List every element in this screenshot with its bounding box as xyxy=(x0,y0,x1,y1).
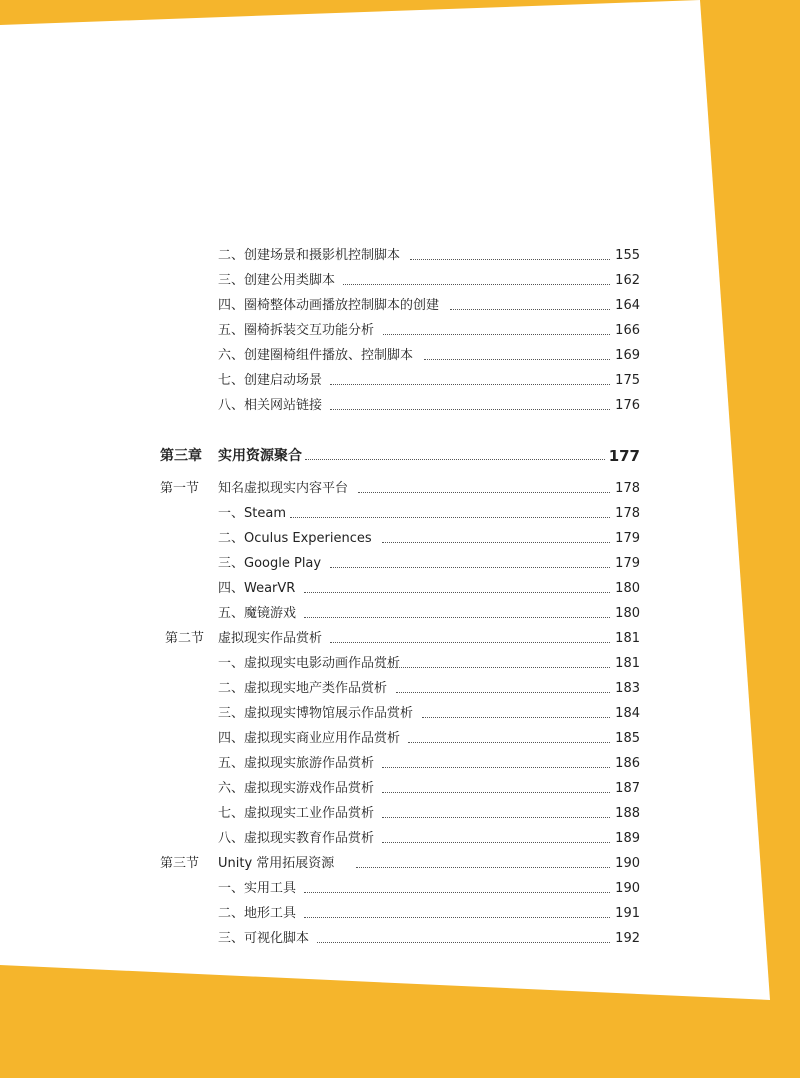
toc-entry-page: 189 xyxy=(615,831,640,846)
toc-entry xyxy=(0,345,800,367)
dot-leader xyxy=(330,567,610,568)
dot-leader xyxy=(450,309,610,310)
dot-leader xyxy=(383,334,610,335)
toc-entry xyxy=(0,553,800,575)
dot-leader xyxy=(382,842,610,843)
toc-entry-title: 五、圈椅拆装交互功能分析 xyxy=(218,323,375,338)
toc-entry-page: 183 xyxy=(615,681,640,696)
toc-entry-title: 二、创建场景和摄影机控制脚本 xyxy=(218,248,401,263)
section-title: 虚拟现实作品赏析 xyxy=(218,631,323,646)
toc-entry xyxy=(0,728,800,750)
toc-entry-page: 179 xyxy=(615,556,640,571)
toc-entry xyxy=(0,603,800,625)
toc-entry-title: 七、创建启动场景 xyxy=(218,373,323,388)
chapter-page: 177 xyxy=(608,447,640,465)
toc-chapter xyxy=(0,445,800,467)
toc-entry-page: 184 xyxy=(615,706,640,721)
toc-section xyxy=(0,478,800,500)
section-number: 第二节 xyxy=(165,631,205,646)
dot-leader xyxy=(382,542,610,543)
toc-entry-title: 七、虚拟现实工业作品赏析 xyxy=(218,806,375,821)
toc-entry-page: 185 xyxy=(615,731,640,746)
chapter-number: 第三章 xyxy=(160,448,202,464)
toc-entry-page: 191 xyxy=(615,906,640,921)
toc-entry-page: 178 xyxy=(615,506,640,521)
toc-entry xyxy=(0,245,800,267)
dot-leader xyxy=(317,942,610,943)
toc-entry xyxy=(0,270,800,292)
toc-entry xyxy=(0,295,800,317)
dot-leader xyxy=(304,592,610,593)
toc-entry-page: 186 xyxy=(615,756,640,771)
toc-entry-page: 175 xyxy=(615,373,640,388)
toc-entry xyxy=(0,753,800,775)
dot-leader xyxy=(410,259,610,260)
toc-entry-title: 三、Google Play xyxy=(218,556,322,571)
toc-entry-title: 八、相关网站链接 xyxy=(218,398,323,413)
toc-entry-page: 169 xyxy=(615,348,640,363)
section-page: 181 xyxy=(615,631,640,646)
toc-entry xyxy=(0,803,800,825)
toc-entry xyxy=(0,653,800,675)
toc-entry xyxy=(0,395,800,417)
toc-entry-page: 166 xyxy=(615,323,640,338)
toc-entry-page: 176 xyxy=(615,398,640,413)
toc-entry-page: 164 xyxy=(615,298,640,313)
dot-leader xyxy=(343,284,610,285)
toc-entry-page: 179 xyxy=(615,531,640,546)
toc-entry xyxy=(0,878,800,900)
toc-entry-page: 187 xyxy=(615,781,640,796)
dot-leader xyxy=(290,517,610,518)
toc-entry-page: 180 xyxy=(615,606,640,621)
toc-entry xyxy=(0,903,800,925)
toc-entry-title: 二、Oculus Experiences xyxy=(218,531,372,546)
toc-entry-title: 三、虚拟现实博物馆展示作品赏析 xyxy=(218,706,414,721)
toc-entry-title: 一、虚拟现实电影动画作品赏析 xyxy=(218,656,401,671)
toc-entry-title: 二、地形工具 xyxy=(218,906,297,921)
dot-leader xyxy=(382,667,610,668)
dot-leader xyxy=(382,792,610,793)
toc-entry xyxy=(0,528,800,550)
toc-entry-title: 六、创建圈椅组件播放、控制脚本 xyxy=(218,348,414,363)
dot-leader xyxy=(424,359,610,360)
toc-entry xyxy=(0,928,800,950)
dot-leader xyxy=(330,384,610,385)
toc-entry-page: 188 xyxy=(615,806,640,821)
section-title: 知名虚拟现实内容平台 xyxy=(218,481,349,496)
dot-leader xyxy=(304,892,610,893)
toc-section xyxy=(0,628,800,650)
dot-leader xyxy=(422,717,610,718)
toc-entry-title: 四、圈椅整体动画播放控制脚本的创建 xyxy=(218,298,440,313)
toc-entry xyxy=(0,828,800,850)
toc-entry xyxy=(0,703,800,725)
toc-entry-title: 一、Steam xyxy=(218,506,286,521)
toc-entry-page: 162 xyxy=(615,273,640,288)
toc-entry-title: 一、实用工具 xyxy=(218,881,297,896)
dot-leader xyxy=(356,867,610,868)
toc-entry-page: 192 xyxy=(615,931,640,946)
dot-leader xyxy=(304,617,610,618)
dot-leader xyxy=(330,642,610,643)
section-title: Unity 常用拓展资源 xyxy=(218,856,335,871)
toc-section xyxy=(0,853,800,875)
toc-entry-title: 六、虚拟现实游戏作品赏析 xyxy=(218,781,375,796)
dot-leader xyxy=(382,817,610,818)
toc-entry-title: 四、WearVR xyxy=(218,581,296,596)
section-page: 178 xyxy=(615,481,640,496)
toc-entry-title: 三、可视化脚本 xyxy=(218,931,310,946)
section-number: 第三节 xyxy=(160,856,200,871)
toc-entry-page: 155 xyxy=(615,248,640,263)
toc-entry-title: 五、魔镜游戏 xyxy=(218,606,297,621)
toc-entry-page: 190 xyxy=(615,881,640,896)
toc-entry xyxy=(0,370,800,392)
toc-entry-title: 二、虚拟现实地产类作品赏析 xyxy=(218,681,388,696)
toc-entry-page: 181 xyxy=(615,656,640,671)
toc-entry-title: 八、虚拟现实教育作品赏析 xyxy=(218,831,375,846)
toc-entry-title: 三、创建公用类脚本 xyxy=(218,273,336,288)
dot-leader xyxy=(330,409,610,410)
toc-entry xyxy=(0,578,800,600)
dot-leader xyxy=(396,692,610,693)
toc-entry-page: 180 xyxy=(615,581,640,596)
section-page: 190 xyxy=(615,856,640,871)
dot-leader xyxy=(408,742,610,743)
chapter-title: 实用资源聚合 xyxy=(218,448,302,464)
toc-entry-title: 四、虚拟现实商业应用作品赏析 xyxy=(218,731,401,746)
toc-entry xyxy=(0,320,800,342)
section-number: 第一节 xyxy=(160,481,200,496)
toc-entry-title: 五、虚拟现实旅游作品赏析 xyxy=(218,756,375,771)
dot-leader xyxy=(304,917,610,918)
toc-entry xyxy=(0,678,800,700)
dot-leader xyxy=(358,492,610,493)
dot-leader xyxy=(305,459,605,460)
toc-entry xyxy=(0,503,800,525)
dot-leader xyxy=(382,767,610,768)
toc-entry xyxy=(0,778,800,800)
